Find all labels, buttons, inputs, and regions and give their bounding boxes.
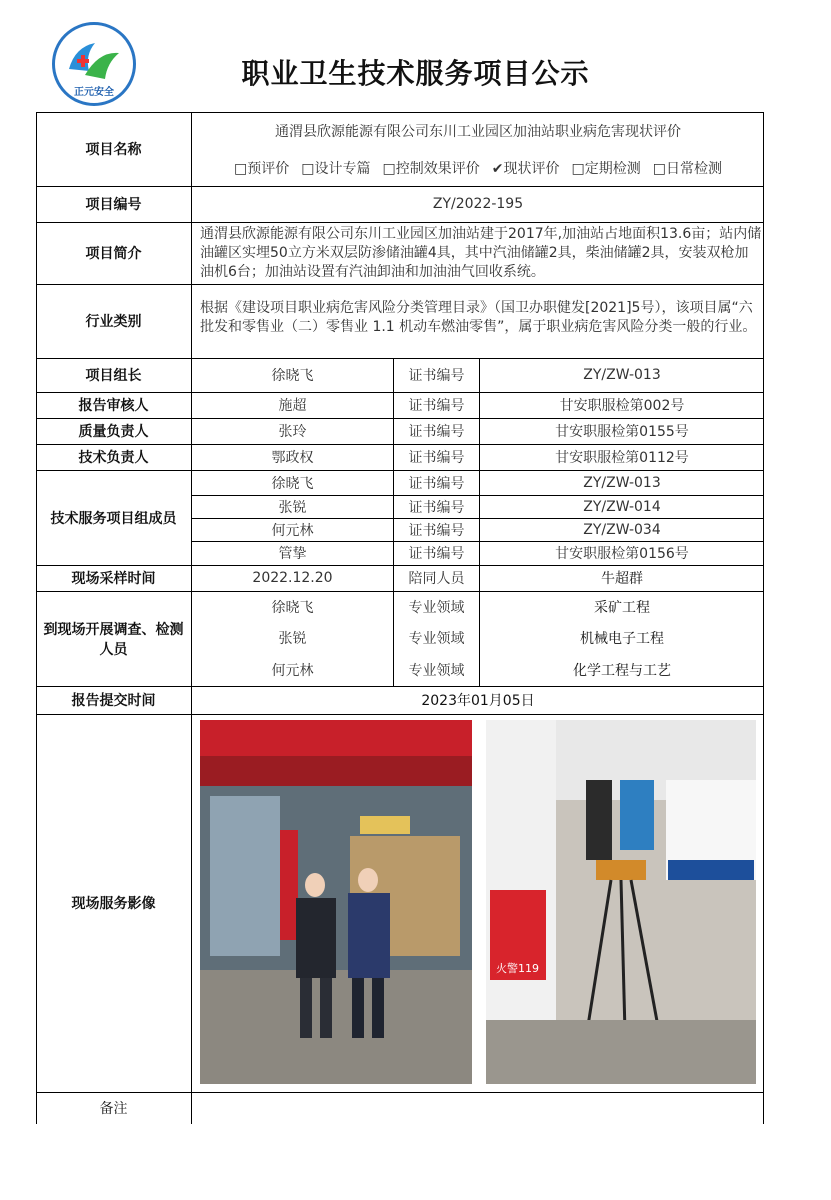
technical-cert-label: 证书编号 <box>408 450 465 466</box>
remarks-label: 备注 <box>99 1101 128 1117</box>
staff-field-label: 专业领域 <box>408 662 465 679</box>
project-summary-value: 通渭县欣源能源有限公司东川工业园区加油站建于2017年,加油站占地面积13.6亩；站内储油罐区实埋50立方米双层防渗储油罐4具，其中汽油储罐2具，柴油储罐2具，安装双枪加油机6台；加油站设置有汽油卸油和加油油气回收系统。 <box>200 226 762 280</box>
member-cert-label: 证书编号 <box>408 475 465 492</box>
option-daily-detection: □日常检测 <box>652 160 722 177</box>
option-periodic-detection: □定期检测 <box>571 160 641 177</box>
industry-label: 行业类别 <box>85 314 142 330</box>
sampling-label: 现场采样时间 <box>71 571 156 587</box>
reviewer-label: 报告审核人 <box>78 398 149 414</box>
member-cert-label: 证书编号 <box>408 499 465 516</box>
quality-cert: 甘安职服检第0155号 <box>555 424 689 440</box>
logo-text: 正元安全 <box>74 87 114 98</box>
member-cert: ZY/ZW-034 <box>583 521 661 538</box>
reviewer-cert-label: 证书编号 <box>408 398 465 414</box>
member-cert-label: 证书编号 <box>408 546 465 562</box>
leader-cert: ZY/ZW-013 <box>583 367 661 383</box>
project-summary-label: 项目简介 <box>85 246 142 262</box>
site-photo-sampling <box>486 720 756 1084</box>
sampling-date: 2022.12.20 <box>252 570 333 586</box>
quality-name: 张玲 <box>278 424 307 440</box>
page-title: 职业卫生技术服务项目公示 <box>241 57 590 90</box>
industry-value: 根据《建设项目职业病危害风险分类管理目录》（国卫办职健发[2021]5号），该项目属“六 批发和零售业（二）零售业 1.1 机动车燃油零售”，属于职业病危害风险分类一般的行业。 <box>200 300 757 335</box>
staff-field: 机械电子工程 <box>580 631 664 647</box>
project-number-label: 项目编号 <box>85 197 142 213</box>
option-pre-evaluation: □预评价 <box>234 160 290 177</box>
submit-value: 2023年01月05日 <box>421 693 535 709</box>
info-table <box>36 112 764 1124</box>
submit-label: 报告提交时间 <box>71 693 156 709</box>
option-design-chapter: □设计专篇 <box>301 160 371 177</box>
member-cert: ZY/ZW-013 <box>583 474 661 491</box>
staff-field-label: 专业领域 <box>408 600 465 616</box>
members-label: 技术服务项目组成员 <box>50 510 177 527</box>
technical-label: 技术负责人 <box>78 450 149 466</box>
site-photo-staff <box>200 720 472 1084</box>
fire-alarm-sign: 火警119 <box>496 962 539 975</box>
staff-field: 采矿工程 <box>594 600 650 616</box>
option-control-effect: □控制效果评价 <box>382 160 480 177</box>
project-number-value: ZY/2022-195 <box>432 196 524 212</box>
technical-cert: 甘安职服检第0112号 <box>555 450 689 466</box>
staff-name: 张锐 <box>278 631 307 647</box>
quality-label: 质量负责人 <box>78 424 149 440</box>
member-name: 何元林 <box>271 522 314 539</box>
member-cert: ZY/ZW-014 <box>583 498 661 515</box>
site-staff-label: 到现场开展调查、检测人员 <box>43 621 184 658</box>
member-name: 张锐 <box>278 499 307 516</box>
technical-name: 鄂政权 <box>271 450 314 466</box>
leader-label: 项目组长 <box>85 368 142 384</box>
project-name-label: 项目名称 <box>85 142 142 158</box>
reviewer-name: 施超 <box>278 398 307 414</box>
images-label: 现场服务影像 <box>71 896 156 912</box>
staff-field: 化学工程与工艺 <box>573 662 671 679</box>
member-name: 徐晓飞 <box>271 475 314 492</box>
leader-name: 徐晓飞 <box>271 368 314 384</box>
staff-name: 何元林 <box>271 662 314 679</box>
leader-cert-label: 证书编号 <box>408 368 465 384</box>
staff-name: 徐晓飞 <box>271 600 314 616</box>
member-cert: 甘安职服检第0156号 <box>555 546 689 562</box>
member-name: 管挚 <box>278 546 307 562</box>
staff-field-label: 专业领域 <box>408 631 465 647</box>
remarks-value <box>192 1092 764 1124</box>
escort-name: 牛超群 <box>601 571 643 587</box>
member-cert-label: 证书编号 <box>408 522 465 539</box>
evaluation-type-options <box>192 149 764 186</box>
escort-label: 陪同人员 <box>408 571 465 587</box>
quality-cert-label: 证书编号 <box>408 424 465 440</box>
option-status-evaluation: ✔现状评价 <box>491 160 560 177</box>
reviewer-cert: 甘安职服检第002号 <box>559 398 685 414</box>
project-name-value: 通渭县欣源能源有限公司东川工业园区加油站职业病危害现状评价 <box>275 123 681 140</box>
